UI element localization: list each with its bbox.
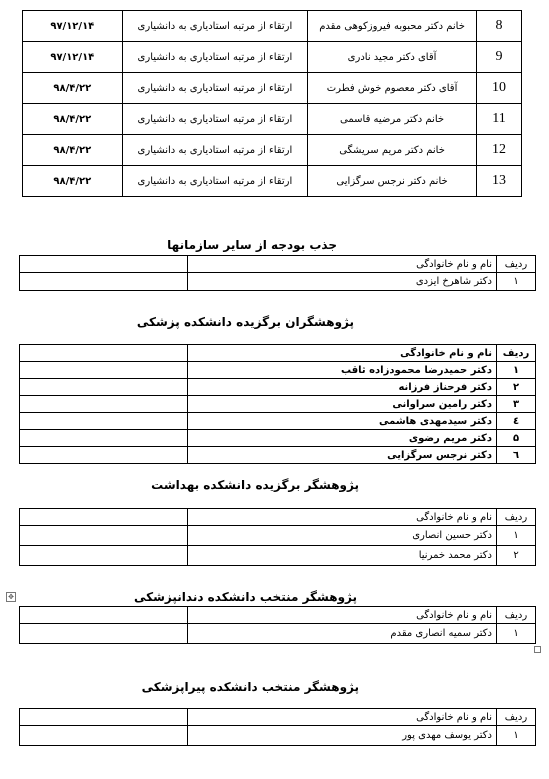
table-row: [23, 135, 522, 166]
row-number: 8: [476, 11, 521, 42]
person-name: دکتر فرحناز فرزانه: [188, 379, 497, 396]
promotion-date: ۹۸/۴/۲۲: [23, 135, 123, 166]
col-name-header: نام و نام خانوادگی: [188, 256, 497, 273]
empty-cell: [20, 273, 188, 291]
promotion-description: ارتقاء از مرتبه استادیاری به دانشیاری: [122, 166, 308, 197]
table-row: [20, 447, 536, 464]
row-number: 13: [476, 166, 521, 197]
row-number: ٦: [497, 447, 536, 464]
paramedical-section-title: پژوهشگر منتخب دانشکده پیراپزشکی: [141, 680, 359, 694]
table-row: [23, 166, 522, 197]
table-row: [20, 362, 536, 379]
person-name: دکتر یوسف مهدی پور: [188, 726, 497, 746]
promotions-table: [22, 10, 522, 197]
row-number: 11: [476, 104, 521, 135]
row-number: ۱: [497, 362, 536, 379]
promotion-date: ۹۷/۱۲/۱۴: [23, 42, 123, 73]
promotion-date: ۹۸/۴/۲۲: [23, 104, 123, 135]
table-row: [20, 624, 536, 644]
person-name: دکتر حمیدرضا محمودزاده ثاقب: [188, 362, 497, 379]
col-name-header: نام و نام خانوادگی: [188, 345, 497, 362]
promotion-description: ارتقاء از مرتبه استادیاری به دانشیاری: [122, 135, 308, 166]
health-table: [19, 508, 536, 566]
empty-cell: [20, 526, 188, 546]
empty-cell: [20, 379, 188, 396]
table-resize-handle[interactable]: [534, 646, 541, 653]
empty-cell: [20, 447, 188, 464]
table-header-row: [20, 709, 536, 726]
table-row: [20, 430, 536, 447]
table-row: [20, 526, 536, 546]
table-row: [23, 42, 522, 73]
table-row: [20, 379, 536, 396]
person-name: دکتر محمد خمرنیا: [188, 546, 497, 566]
empty-cell: [20, 345, 188, 362]
medicine-section-title: پژوهشگران برگزیده دانشکده پزشکی: [136, 315, 354, 329]
person-name: دکتر نرجس سرگزایی: [188, 447, 497, 464]
dentistry-table: [19, 606, 536, 644]
person-name: دکتر رامین سراوانی: [188, 396, 497, 413]
person-name: خانم دکتر نرجس سرگزایی: [308, 166, 477, 197]
paramedical-table: [19, 708, 536, 746]
person-name: دکتر حسین انصاری: [188, 526, 497, 546]
row-number: 12: [476, 135, 521, 166]
person-name: خانم دکتر مریم سریشگی: [308, 135, 477, 166]
health-section-title: پژوهشگر برگزیده دانشکده بهداشت: [151, 478, 359, 492]
empty-cell: [20, 607, 188, 624]
person-name: خانم دکتر محبوبه فیروزکوهی مقدم: [308, 11, 477, 42]
empty-cell: [20, 709, 188, 726]
person-name: آقای دکتر معصوم خوش فطرت: [308, 73, 477, 104]
empty-cell: [20, 413, 188, 430]
promotion-description: ارتقاء از مرتبه استادیاری به دانشیاری: [122, 73, 308, 104]
table-header-row: [20, 256, 536, 273]
person-name: دکتر مریم رضوی: [188, 430, 497, 447]
col-row-header: ردیف: [497, 256, 536, 273]
empty-cell: [20, 509, 188, 526]
col-name-header: نام و نام خانوادگی: [188, 709, 497, 726]
row-number: 10: [476, 73, 521, 104]
row-number: ۳: [497, 396, 536, 413]
empty-cell: [20, 396, 188, 413]
table-row: [20, 546, 536, 566]
empty-cell: [20, 726, 188, 746]
table-move-handle-icon[interactable]: ✥: [6, 592, 16, 602]
person-name: دکتر سیدمهدی هاشمی: [188, 413, 497, 430]
row-number: 9: [476, 42, 521, 73]
promotion-description: ارتقاء از مرتبه استادیاری به دانشیاری: [122, 42, 308, 73]
promotion-date: ۹۷/۱۲/۱۴: [23, 11, 123, 42]
col-name-header: نام و نام خانوادگی: [188, 607, 497, 624]
row-number: ۱: [497, 273, 536, 291]
col-row-header: ردیف: [497, 345, 536, 362]
row-number: ۱: [497, 624, 536, 644]
row-number: ۵: [497, 430, 536, 447]
table-row: [20, 396, 536, 413]
promotion-date: ۹۸/۴/۲۲: [23, 73, 123, 104]
col-row-header: ردیف: [497, 509, 536, 526]
row-number: ۲: [497, 546, 536, 566]
table-header-row: [20, 607, 536, 624]
table-row: [20, 726, 536, 746]
promotion-description: ارتقاء از مرتبه استادیاری به دانشیاری: [122, 104, 308, 135]
empty-cell: [20, 256, 188, 273]
promotion-date: ۹۸/۴/۲۲: [23, 166, 123, 197]
person-name: خانم دکتر مرضیه قاسمی: [308, 104, 477, 135]
table-header-row: [20, 345, 536, 362]
table-row: [23, 104, 522, 135]
table-row: [23, 11, 522, 42]
dentistry-section-title: پژوهشگر منتخب دانشکده دندانپزشکی: [134, 590, 357, 604]
empty-cell: [20, 430, 188, 447]
row-number: ۱: [497, 526, 536, 546]
row-number: ۱: [497, 726, 536, 746]
empty-cell: [20, 624, 188, 644]
person-name: دکتر شاهرخ ایزدی: [188, 273, 497, 291]
col-row-header: ردیف: [497, 607, 536, 624]
row-number: ۲: [497, 379, 536, 396]
col-row-header: ردیف: [497, 709, 536, 726]
table-header-row: [20, 509, 536, 526]
budget-section-title: جذب بودجه از سایر سازمانها: [167, 238, 337, 252]
table-row: [20, 273, 536, 291]
table-row: [23, 73, 522, 104]
table-row: [20, 413, 536, 430]
budget-table: [19, 255, 536, 291]
person-name: آقای دکتر مجید نادری: [308, 42, 477, 73]
person-name: دکتر سمیه انصاری مقدم: [188, 624, 497, 644]
medicine-table: [19, 344, 536, 464]
promotion-description: ارتقاء از مرتبه استادیاری به دانشیاری: [122, 11, 308, 42]
empty-cell: [20, 546, 188, 566]
col-name-header: نام و نام خانوادگی: [188, 509, 497, 526]
empty-cell: [20, 362, 188, 379]
row-number: ٤: [497, 413, 536, 430]
